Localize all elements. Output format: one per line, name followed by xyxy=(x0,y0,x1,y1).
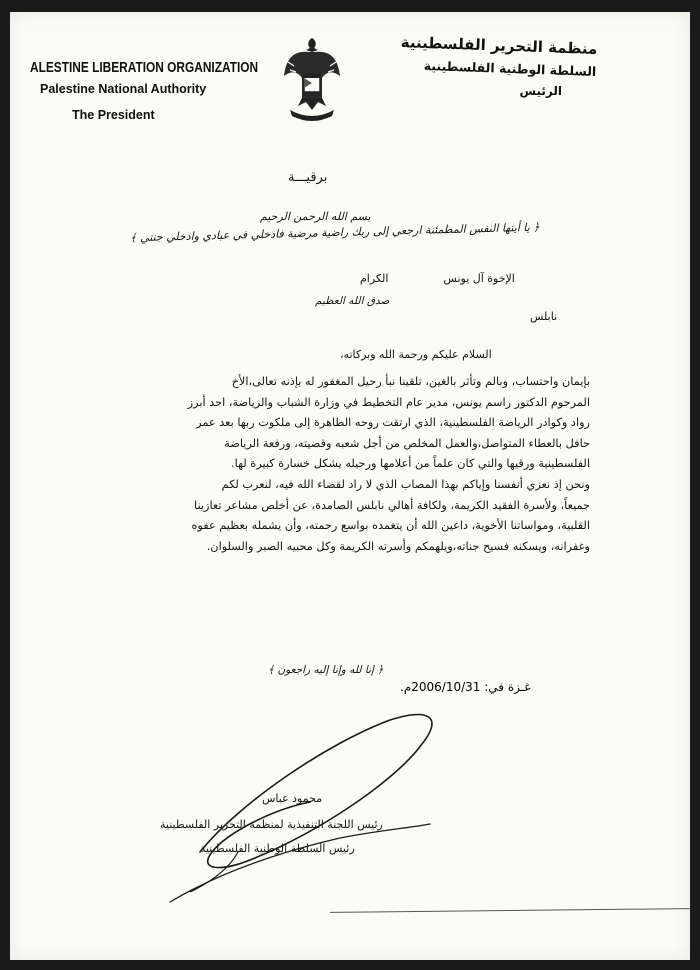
handwritten-signature-icon xyxy=(160,702,450,917)
body-line: القلبية، ومواساتنا الأخوية، داعين الله أن يتغمده بواسع رحمته، وأن يشمله بعظيم عفوه xyxy=(191,519,590,533)
emblem-caption: فلسطين xyxy=(302,107,324,114)
ar-org-name: منظمة التحرير الفلسطينية xyxy=(400,33,598,58)
quran-verse: ﴿ يا أيتها النفس المطمئنة ارجعي إلى ربك راضية مرضية فادخلي في عبادي وادخلي جنتي ﴾ xyxy=(129,220,540,245)
ar-authority-name: السلطة الوطنية الفلسطينية xyxy=(423,57,596,79)
ar-president-title: الرئيس xyxy=(519,84,562,98)
recipient-line xyxy=(360,272,515,285)
closing-verse: ﴿ إنا لله وإنا إليه راجعون ﴾ xyxy=(268,664,384,676)
body-line: ونحن إذ نعزي أنفسنا وإياكم بهذا المصاب الذي لا راد لقضاء الله فيه، لنعرب لكم xyxy=(221,477,590,491)
letter-body xyxy=(102,372,590,557)
recipient-city: نابلس xyxy=(530,310,558,323)
body-line: رواد وكوادر الرياضة الفلسطينية، الذي ارتقت روحه الطاهرة إلى ملكوت ربها بعد عمر xyxy=(196,416,590,430)
body-line: المرحوم الدكتور راسم يونس، مدير عام التخطيط في وزارة الشباب والرياضة، احد أبرز xyxy=(187,395,590,409)
basmala: بسم الله الرحمن الرحيم xyxy=(260,210,371,223)
body-line: جميعاً، ولأسرة الفقيد الكريمة، ولكافة أهالي نابلس الصامدة، عن أخلص مشاعر تعازينا xyxy=(194,498,590,512)
recipient-brothers: الإخوة آل يونس xyxy=(443,272,515,285)
signatory-title-plo: رئيس اللجنة التنفيذية لمنظمة التحرير الفلسطينية xyxy=(160,818,383,831)
greeting: السلام عليكم ورحمة الله وبركاته، xyxy=(340,348,492,361)
telegram-title: برقيـــة xyxy=(288,170,328,185)
date-label: غـزة في: xyxy=(484,680,531,694)
en-org-name: ALESTINE LIBERATION ORGANIZATION xyxy=(30,60,259,76)
body-line: الفلسطينية ورقيها والتي كان علماً من أعلامها ورحيله يشكل خسارة كبيرة لها. xyxy=(231,457,590,471)
en-authority-name: Palestine National Authority xyxy=(40,82,207,96)
date-line xyxy=(400,680,531,694)
body-line: بإيمان واحتساب، وبالم وتأثر بالغين، تلقينا نبأ رحيل المغفور له بإذنه تعالى،الأخ xyxy=(231,375,590,388)
signatory-name: محمود عباس xyxy=(262,792,323,805)
body-line: وغفرانه، ويسكنه فسيح جناته،ويلهمكم وأسرته الكريمة وكل محبيه الصبر والسلوان. xyxy=(206,539,590,553)
body-line: حافل بالعطاء المتواصل،والعمل المخلص من أجل شعبه وقضيته، ورفعة الرياضة xyxy=(224,436,590,450)
signatory-title-pna: رئيس السلطة الوطنية الفلسطينية xyxy=(200,842,355,855)
recipient-honorable: الكرام xyxy=(360,272,389,285)
date-value: 2006/10/31م. xyxy=(400,680,481,694)
letter-page xyxy=(10,12,690,960)
en-president-title: The President xyxy=(72,108,155,122)
verse-end: صدق الله العظيم xyxy=(315,295,390,307)
